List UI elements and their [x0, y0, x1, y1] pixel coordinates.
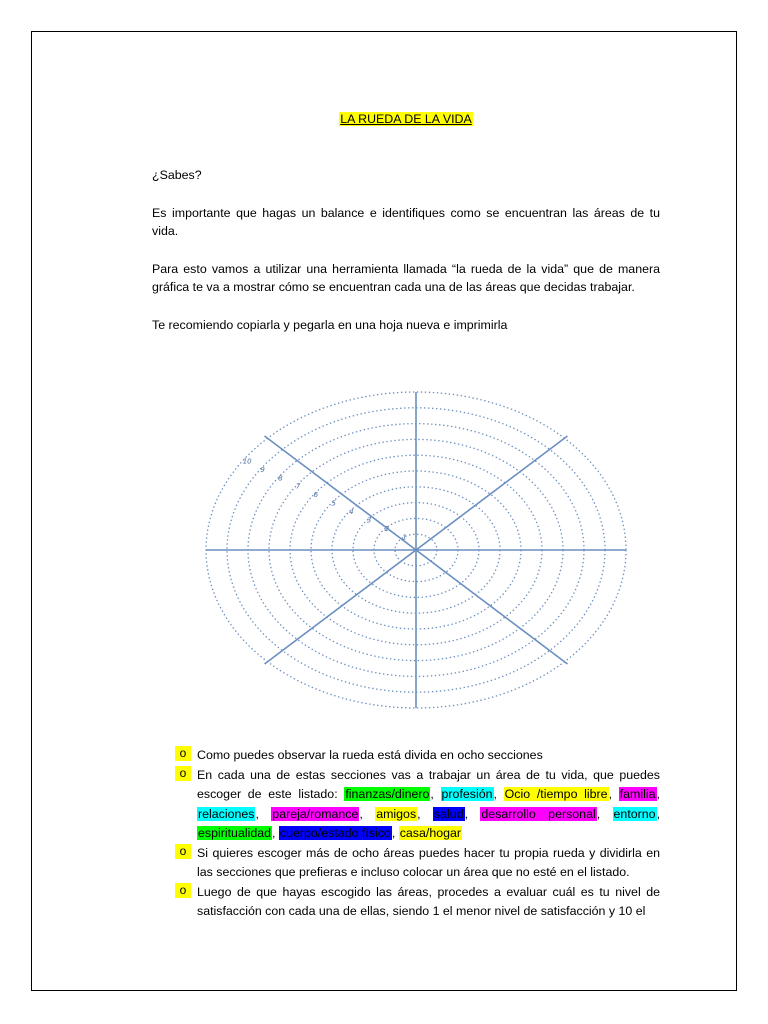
- area-tag: pareja/romance: [272, 806, 359, 821]
- bullet-marker: o: [175, 766, 191, 781]
- paragraph-balance: Es importante que hagas un balance e identifiques como se encuentran las áreas de tu vida.: [152, 206, 660, 238]
- scale-label: 5: [331, 499, 336, 508]
- scale-label: 1: [402, 533, 407, 542]
- area-tag: profesión: [441, 787, 493, 801]
- list-item: o Luego de que hayas escogido las áreas, procedes a evaluar cuál es tu nivel de satisfacción con cada una de ellas, siendo 1 el menor nivel de satisfacción y 10 el: [175, 883, 660, 922]
- area-tag: finanzas/dinero: [345, 787, 430, 801]
- areas-list: finanzas/dinero, profesión, Ocio /tiempo libre, familia, relaciones, pareja/romance, amigos, salud, desarrollo personal, entorno, espiritualidad, cuerpo/estado físico, casa/hogar: [198, 787, 661, 840]
- life-wheel-diagram: [200, 388, 632, 716]
- instructions-list: [175, 746, 660, 922]
- bullet-marker: o: [175, 844, 191, 859]
- area-tag: relaciones: [198, 806, 255, 821]
- paragraph-recomiendo: Te recomiendo copiarla y pegarla en una hoja nueva e imprimirla: [152, 318, 508, 332]
- area-tag: salud: [433, 806, 464, 821]
- area-tag: espiritualidad: [198, 826, 272, 840]
- area-tag: Ocio /tiempo libre: [504, 787, 608, 801]
- bullet-marker: o: [175, 746, 191, 761]
- document-title: LA RUEDA DE LA VIDA: [340, 112, 472, 126]
- list-item: o Como puedes observar la rueda está divida en ocho secciones: [175, 746, 660, 766]
- scale-label: 3: [366, 516, 372, 525]
- scale-label: 2: [384, 525, 390, 534]
- list-item: o Si quieres escoger más de ocho áreas puedes hacer tu propia rueda y dividirla en las secciones que prefieras e incluso colocar un área que no esté en el listado.: [175, 844, 660, 883]
- area-tag: entorno: [613, 806, 656, 821]
- scale-label: 4: [349, 508, 354, 517]
- area-tag: amigos: [376, 806, 417, 821]
- area-tag: casa/hogar: [399, 826, 462, 840]
- scale-label: 6: [313, 491, 319, 500]
- list-item: o En cada una de estas secciones vas a trabajar un área de tu vida, que puedes escoger de este listado: finanzas/dinero, profesión, Ocio /tiempo libre, familia, relaciones, pareja/romance, amigos, salud, desarrollo personal, entorno, espiritualidad, cuerpo/estado físico, casa/hogar: [175, 766, 660, 844]
- area-tag: desarrollo personal: [481, 806, 596, 821]
- scale-label: 10: [242, 457, 252, 466]
- scale-label: 7: [295, 482, 301, 491]
- area-tag: familia: [619, 787, 656, 801]
- area-tag: cuerpo/estado físico: [279, 826, 391, 840]
- scale-label: 9: [260, 465, 265, 474]
- paragraph-sabes: ¿Sabes?: [152, 168, 202, 182]
- paragraph-herramienta: Para esto vamos a utilizar una herramienta llamada “la rueda de la vida” que de manera gráfica te va a mostrar cómo se encuentran cada una de las áreas que decidas trabajar.: [152, 262, 660, 294]
- bullet-marker: o: [175, 883, 191, 898]
- scale-label: 8: [278, 474, 283, 483]
